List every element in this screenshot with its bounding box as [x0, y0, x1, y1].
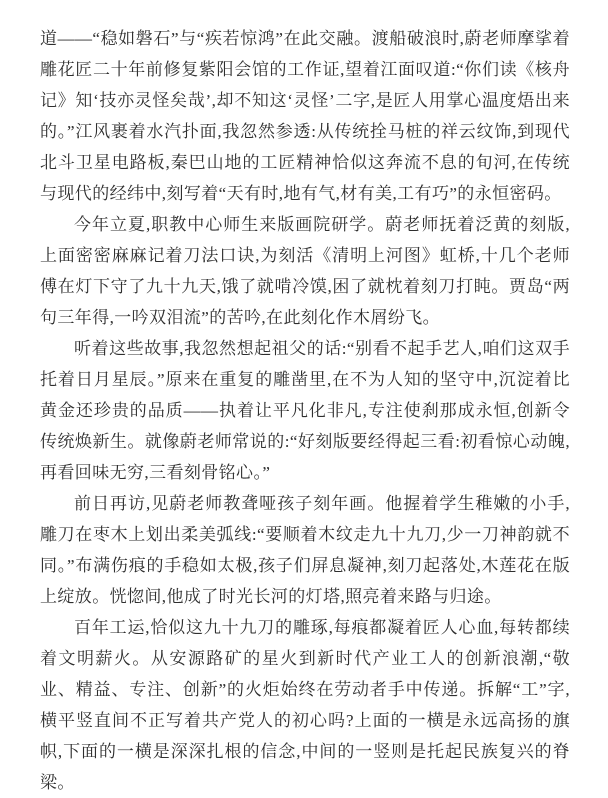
paragraph-5: 百年工运,恰似这九十九刀的雕琢,每痕都凝着匠人心血,每转都续着文明薪火。从安源路矿的星火到新时代产业工人的创新浪潮,“敬业、精益、专注、创新”的火炬始终在劳动者手中传递。拆解“工”字,横平竖直间不正写着共产党人的初心吗?上面的一横是永远高扬的旗帜,下面的一横是深深扎根的信念,中间的一竖则是托起民族复兴的脊梁。 [40, 618, 570, 792]
paragraph-4: 前日再访,见蔚老师教聋哑孩子刻年画。他握着学生稚嫩的小手,雕刀在枣木上划出柔美弧线:“要顺着木纹走九十九刀,少一刀神韵就不同。”布满伤痕的手稳如太极,孩子们屏息凝神,刻刀起落处,木莲花在版上绽放。恍惚间,他成了时光长河的灯塔,照亮着来路与归途。 [40, 494, 570, 606]
paragraph-3: 听着这些故事,我忽然想起祖父的话:“别看不起手艺人,咱们这双手托着日月星辰。”原来在重复的雕凿里,在不为人知的坚守中,沉淀着比黄金还珍贵的品质——执着让平凡化非凡,专注使刹那成永恒,创新令传统焕新生。就像蔚老师常说的:“好刻版要经得起三看:初看惊心动魄,再看回味无穷,三看刻骨铭心。” [40, 339, 570, 482]
essay-text-body [40, 23, 570, 798]
paragraph-1-continued: 道——“稳如磐石”与“疾若惊鸿”在此交融。渡船破浪时,蔚老师摩挲着雕花匠二十年前修复紫阳会馆的工作证,望着江面叹道:“你们读《核舟记》知‘技亦灵怪矣哉’,却不知这‘灵怪’二字,是匠人用掌心温度焐出来的。”江风裹着水汽扑面,我忽然参透:从传统拴马桩的祥云纹饰,到现代北斗卫星电路板,秦巴山地的工匠精神恰似这奔流不息的旬河,在传统与现代的经纬中,刻写着“天有时,地有气,材有美,工有巧”的永恒密码。 [40, 29, 570, 203]
paragraph-2: 今年立夏,职教中心师生来版画院研学。蔚老师抚着泛黄的刻版,上面密密麻麻记着刀法口诀,为刻活《清明上河图》虹桥,十几个老师傅在灯下守了九十九天,饿了就啃冷馍,困了就枕着刻刀打盹。贾岛“两句三年得,一吟双泪流”的苦吟,在此刻化作木屑纷飞。 [40, 215, 570, 327]
